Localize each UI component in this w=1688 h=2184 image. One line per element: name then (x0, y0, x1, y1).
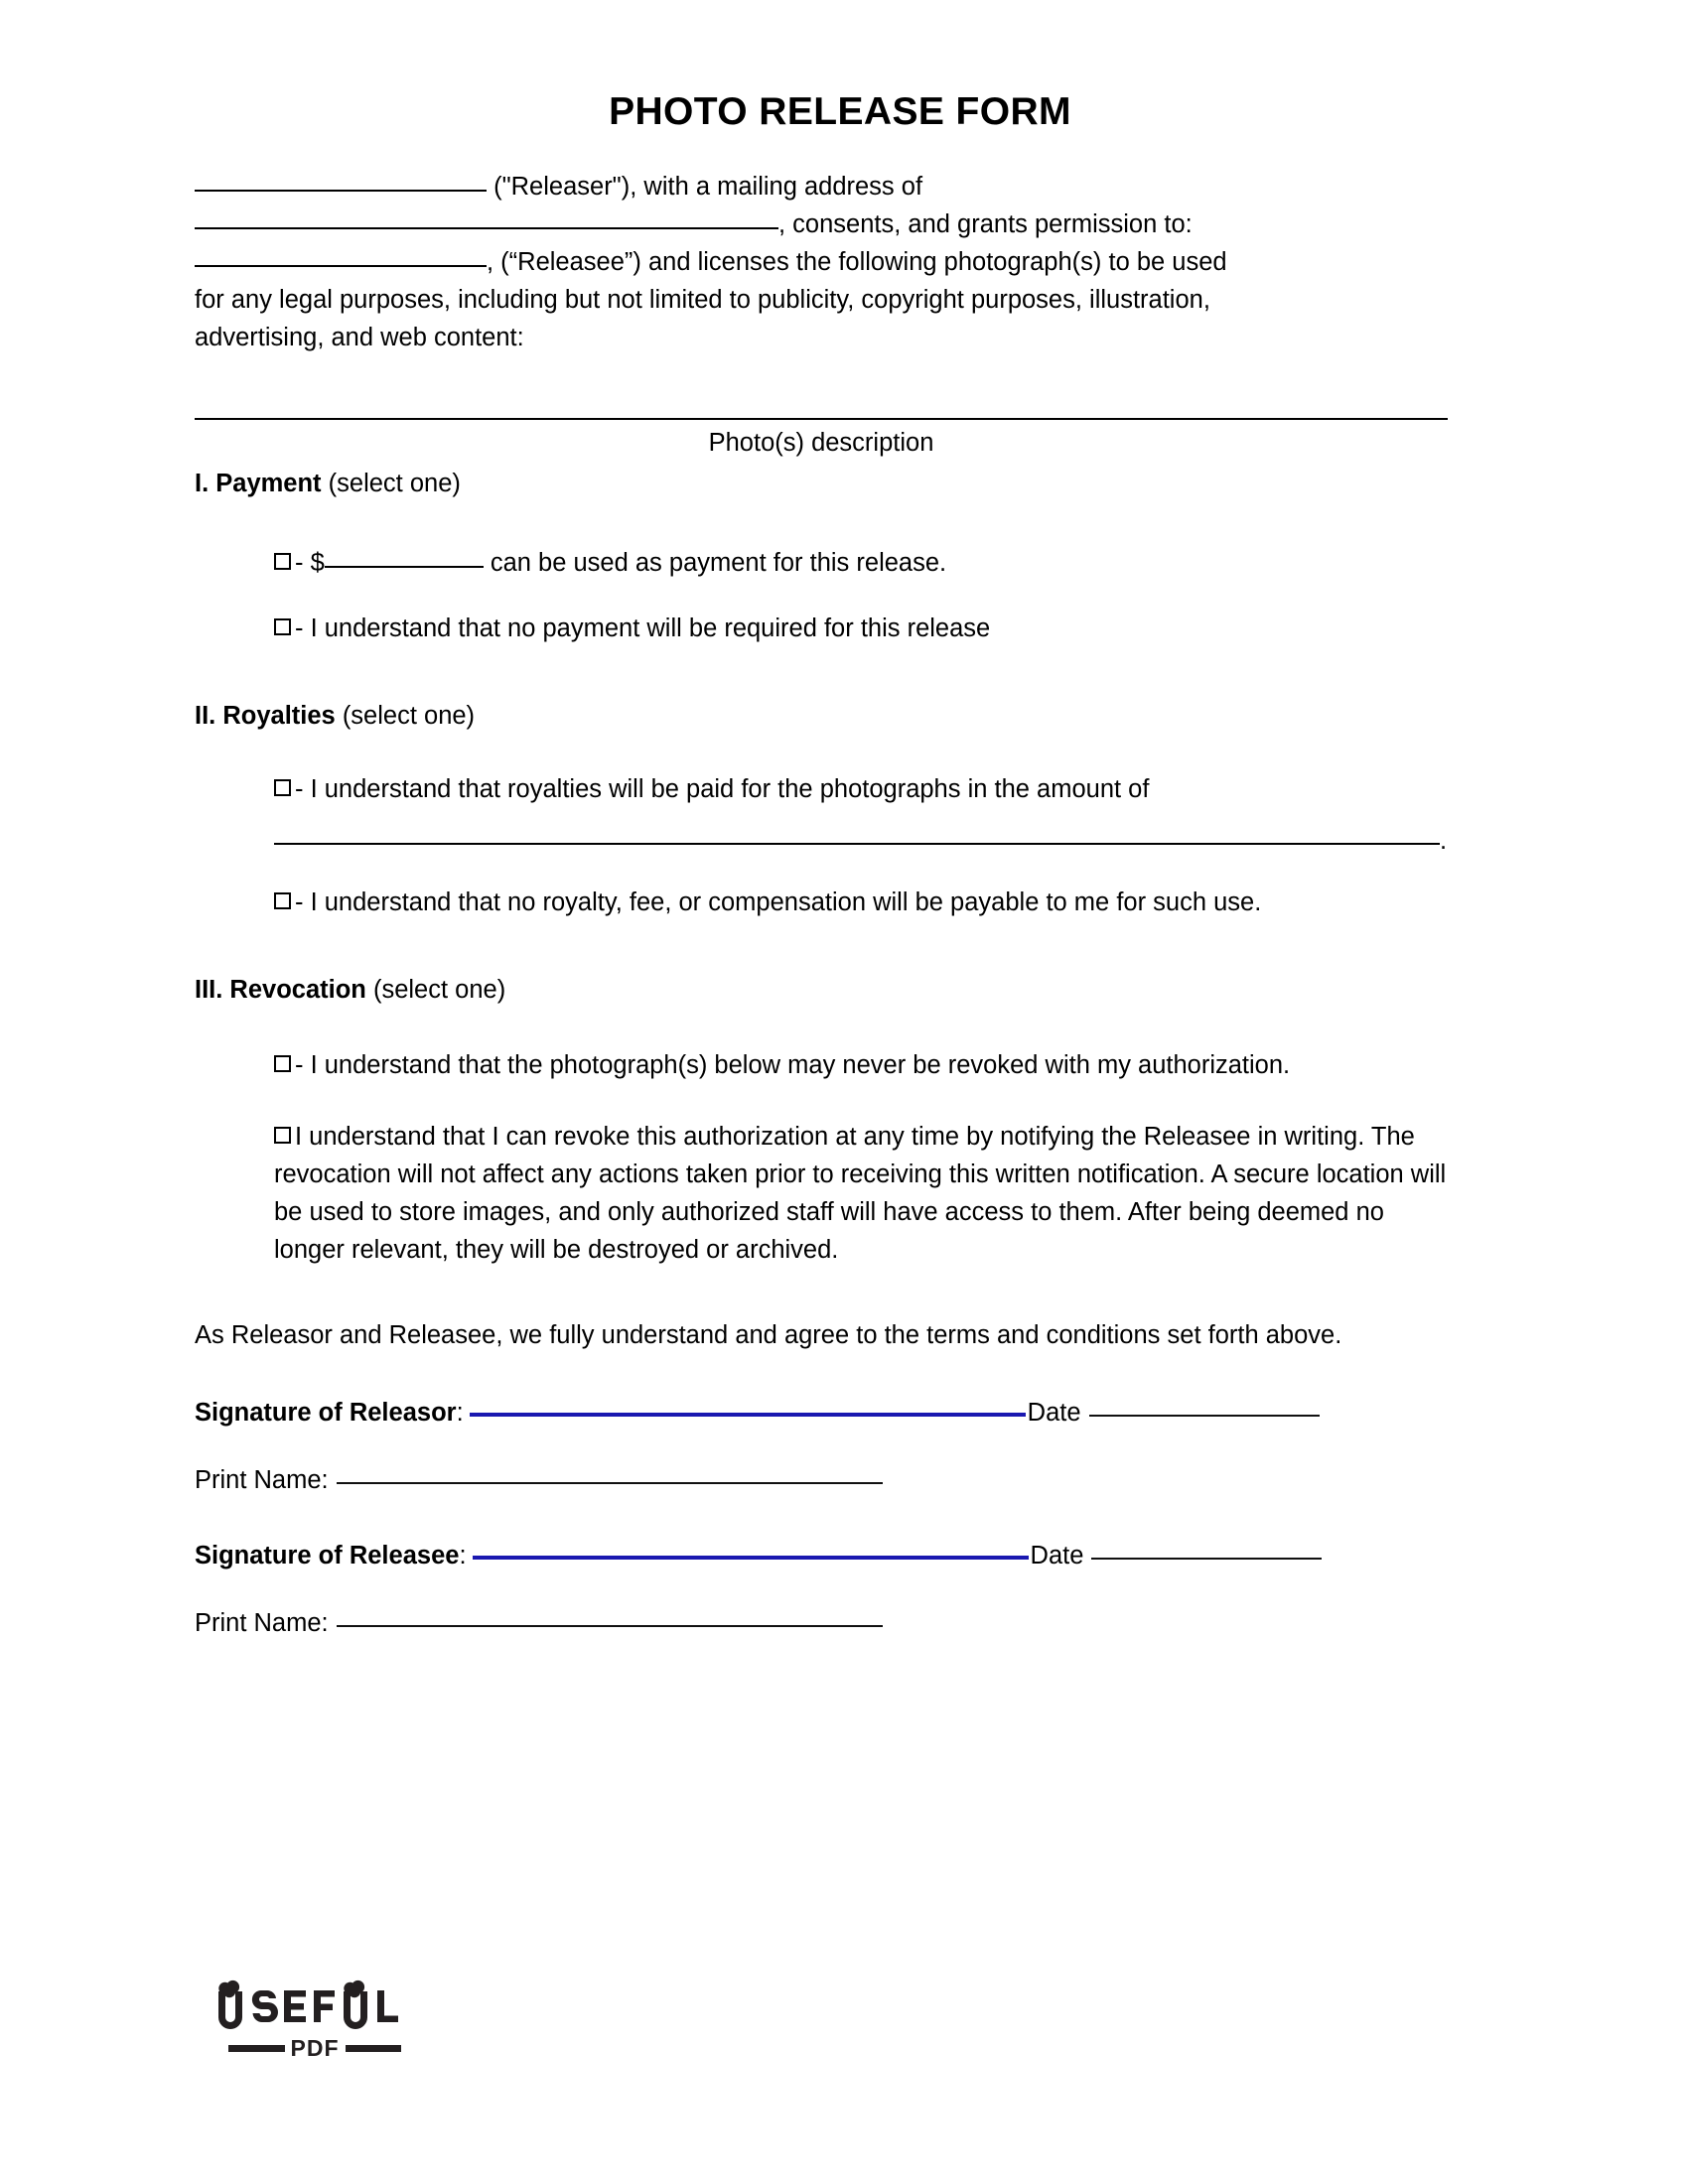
revocation-option-never[interactable] (274, 1046, 1448, 1084)
intro-paragraph (195, 168, 1485, 356)
section-heading-royalties (195, 699, 1485, 733)
royalties-none-text: - I understand that no royalty, fee, or compensation will be payable to me for such use. (295, 887, 1262, 916)
checkbox-payment-none[interactable] (274, 618, 291, 635)
section-payment-select-one: (select one) (321, 469, 461, 497)
intro-line-4: for any legal purposes, including but not limited to publicity, copyright purposes, illustration, (195, 285, 1210, 314)
intro-line-2-text: , consents, and grants permission to: (778, 209, 1193, 238)
signature-releasor-date-field[interactable] (1089, 1415, 1320, 1417)
checkbox-royalties-none[interactable] (274, 892, 291, 909)
payment-amount-prefix: - $ (295, 548, 325, 577)
section-revocation-number-label: III. Revocation (195, 975, 366, 1004)
signature-releasee-label: Signature of Releasee (195, 1541, 460, 1570)
document-body (195, 91, 1485, 1640)
revocation-option-revocable[interactable] (274, 1118, 1448, 1269)
payment-none-text: - I understand that no payment will be required for this release (295, 614, 991, 642)
section-payment-number-label: I. Payment (195, 469, 322, 497)
royalties-amount-blank[interactable] (274, 843, 1440, 845)
intro-line-3-text: , (“Releasee”) and licenses the following photograph(s) to be used (487, 247, 1227, 276)
print-name-row-releasee (195, 1606, 1485, 1640)
payment-amount-blank[interactable] (325, 566, 484, 568)
intro-line-3 (195, 243, 1485, 281)
checkbox-payment-amount[interactable] (274, 553, 291, 570)
closing-statement: As Releasor and Releasee, we fully understand and agree to the terms and conditions set forth above. (195, 1320, 1342, 1349)
releaser-name-blank[interactable] (195, 190, 487, 192)
logo-rule-left (228, 2045, 285, 2052)
intro-line-1 (195, 168, 1485, 205)
signature-releasor-colon: : (456, 1398, 464, 1427)
logo-pdf-line (228, 2037, 401, 2060)
royalties-option-paid[interactable] (274, 770, 1448, 856)
checkbox-revocation-never[interactable] (274, 1055, 291, 1072)
page-title: PHOTO RELEASE FORM (609, 90, 1071, 133)
section-heading-payment (195, 467, 1485, 500)
royalties-paid-text: - I understand that royalties will be paid for the photographs in the amount of (295, 774, 1150, 803)
payment-amount-text: can be used as payment for this release. (483, 548, 947, 577)
payment-option-amount[interactable] (274, 544, 1448, 582)
checkbox-royalties-paid[interactable] (274, 779, 291, 796)
print-name-row-releasor (195, 1463, 1485, 1497)
print-name-releasor-field[interactable] (337, 1482, 883, 1484)
revocation-never-text: - I understand that the photograph(s) below may never be revoked with my authorization. (295, 1050, 1291, 1079)
section-royalties-number-label: II. Royalties (195, 701, 336, 730)
section-royalties-select-one: (select one) (335, 701, 476, 730)
logo-pdf-text: PDF (290, 2035, 340, 2061)
signature-row-releasee (195, 1539, 1485, 1572)
signature-releasee-field[interactable] (473, 1556, 1029, 1560)
signature-releasee-date-label: Date (1030, 1541, 1084, 1570)
releaser-address-blank[interactable] (195, 227, 778, 229)
useful-pdf-logo (207, 1978, 405, 2060)
intro-line-2 (195, 205, 1485, 243)
photo-description-block (195, 418, 1485, 459)
royalties-amount-period: . (1440, 826, 1448, 855)
payment-option-none[interactable] (274, 610, 1448, 647)
royalties-amount-line (274, 826, 1448, 856)
print-name-releasee-field[interactable] (337, 1625, 883, 1627)
logo-wordmark-svg (207, 1978, 405, 2035)
signature-row-releasor (195, 1396, 1485, 1430)
signature-releasor-field[interactable] (470, 1413, 1026, 1417)
print-name-releasor-label: Print Name: (195, 1465, 329, 1494)
signature-releasee-date-field[interactable] (1091, 1558, 1322, 1560)
print-name-releasee-label: Print Name: (195, 1608, 329, 1637)
checkbox-revocation-revocable[interactable] (274, 1127, 291, 1144)
royalties-option-none[interactable] (274, 884, 1448, 921)
releasee-name-blank[interactable] (195, 265, 487, 267)
signature-releasor-date-label: Date (1027, 1398, 1081, 1427)
section-heading-revocation (195, 973, 1485, 1007)
section-revocation-select-one: (select one) (365, 975, 506, 1004)
revocation-revocable-text: I understand that I can revoke this authorization at any time by notifying the Releasee in writing. The revocation will not affect any actions taken prior to receiving this written notification. A secure location will be used to store images, and only authorized staff will have access to them. After being deemed no longer relevant, they will be destroyed or archived. (274, 1122, 1447, 1264)
intro-line-5: advertising, and web content: (195, 323, 524, 351)
logo-wordmark (207, 1978, 405, 2035)
photo-description-blank[interactable] (195, 418, 1448, 420)
intro-line-1-text: ("Releaser"), with a mailing address of (493, 172, 923, 201)
signature-releasor-label: Signature of Releasor (195, 1398, 457, 1427)
logo-rule-right (346, 2045, 402, 2052)
photo-description-caption: Photo(s) description (708, 428, 934, 457)
signature-releasee-colon: : (459, 1541, 467, 1570)
